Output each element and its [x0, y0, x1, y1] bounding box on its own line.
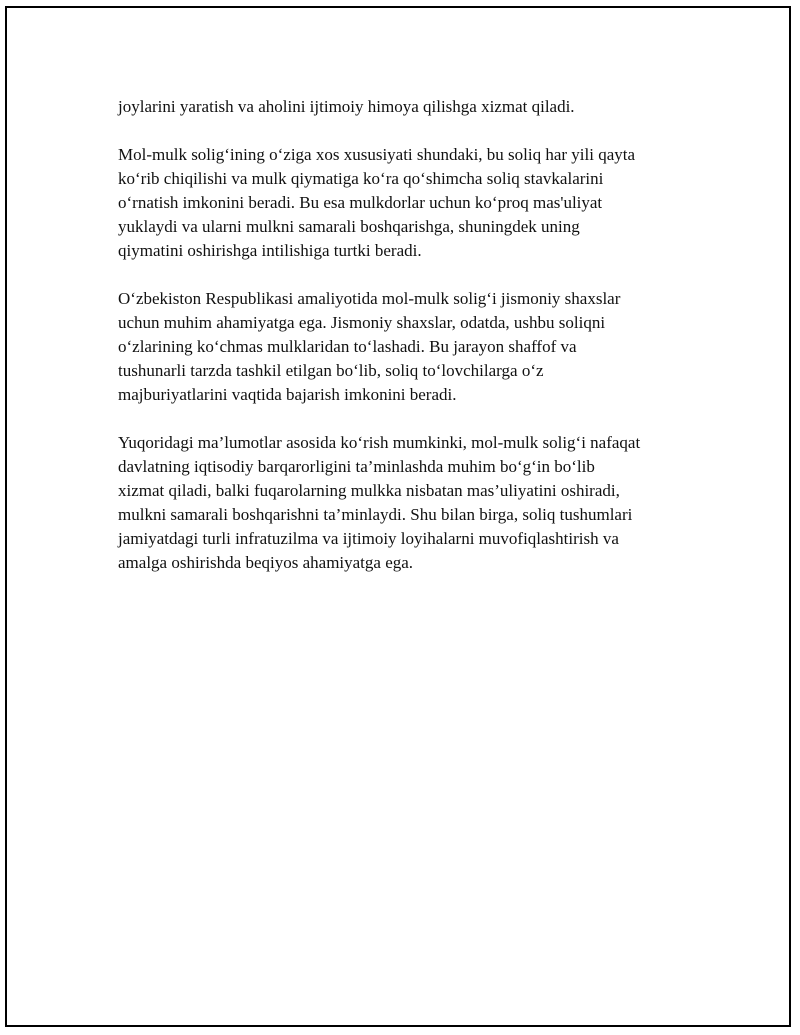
text-line: mulkni samarali boshqarishni ta’minlaydi. Shu bilan birga, soliq tushumlari — [118, 505, 633, 524]
text-line: yuklaydi va ularni mulkni samarali boshqarishga, shuningdek uning — [118, 217, 580, 236]
text-line: O‘zbekiston Respublikasi amaliyotida mol-mulk solig‘i jismoniy shaxslar — [118, 289, 621, 308]
paragraph-2 — [118, 143, 718, 263]
paragraph-1 — [118, 95, 718, 119]
text-line: joylarini yaratish va aholini ijtimoiy himoya qilishga xizmat qiladi. — [118, 97, 575, 116]
text-line: jamiyatdagi turli infratuzilma va ijtimoiy loyihalarni muvofiqlashtirish va — [118, 529, 619, 548]
text-line: qiymatini oshirishga intilishiga turtki beradi. — [118, 241, 422, 260]
text-line: Mol-mulk solig‘ining o‘ziga xos xususiyati shundaki, bu soliq har yili qayta — [118, 145, 636, 164]
paragraph-4 — [118, 431, 718, 575]
text-line: tushunarli tarzda tashkil etilgan bo‘lib, soliq to‘lovchilarga o‘z — [118, 361, 544, 380]
text-line: o‘zlarining ko‘chmas mulklaridan to‘lashadi. Bu jarayon shaffof va — [118, 337, 577, 356]
text-line: xizmat qiladi, balki fuqarolarning mulkka nisbatan mas’uliyatini oshiradi, — [118, 481, 620, 500]
text-line: ko‘rib chiqilishi va mulk qiymatiga ko‘ra qo‘shimcha soliq stavkalarini — [118, 169, 604, 188]
text-line: o‘rnatish imkonini beradi. Bu esa mulkdorlar uchun ko‘proq mas'uliyat — [118, 193, 603, 212]
body-text — [118, 95, 718, 599]
text-line: davlatning iqtisodiy barqarorligini ta’minlashda muhim bo‘g‘in bo‘lib — [118, 457, 595, 476]
text-line: uchun muhim ahamiyatga ega. Jismoniy shaxslar, odatda, ushbu soliqni — [118, 313, 606, 332]
text-line: majburiyatlarini vaqtida bajarish imkonini beradi. — [118, 385, 457, 404]
document-page — [5, 6, 791, 1027]
paragraph-3 — [118, 287, 718, 407]
text-line: Yuqoridagi ma’lumotlar asosida ko‘rish mumkinki, mol-mulk solig‘i nafaqat — [118, 433, 641, 452]
text-line: amalga oshirishda beqiyos ahamiyatga ega. — [118, 553, 414, 572]
